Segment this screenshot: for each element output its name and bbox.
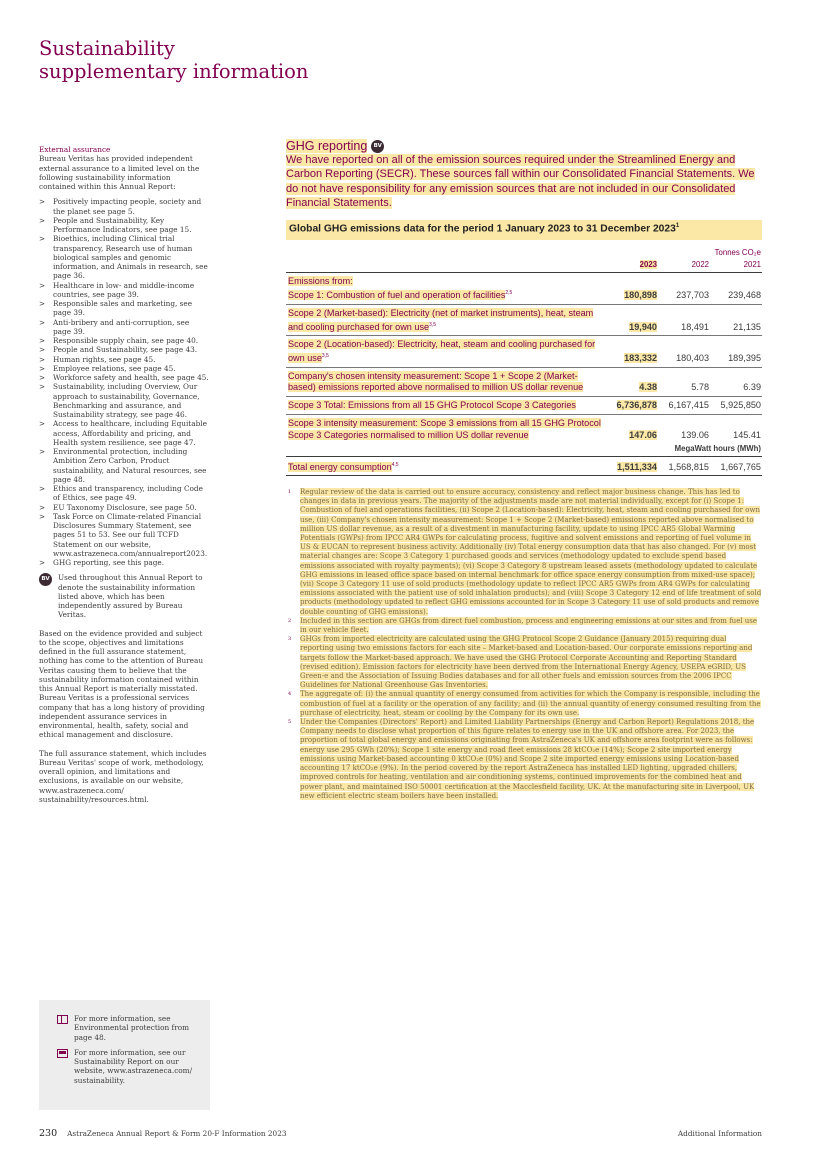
cell-2023: 6,736,878 bbox=[604, 397, 658, 415]
title-line-1: Sustainability bbox=[39, 37, 175, 60]
list-item: > Workforce safety and health, see page 45. bbox=[39, 373, 209, 382]
table-row bbox=[286, 397, 762, 415]
cell-2023: 4.38 bbox=[604, 367, 658, 396]
footnote bbox=[288, 617, 762, 635]
row-footnote-ref: 4,5 bbox=[391, 461, 399, 468]
table-row bbox=[286, 336, 762, 367]
more-info-box bbox=[39, 1000, 210, 1110]
bureau-veritas-badge-icon: BV bbox=[39, 573, 52, 586]
list-item: > Responsible sales and marketing, see page 39. bbox=[39, 299, 209, 318]
cell-2022: 18,491 bbox=[658, 304, 710, 335]
bv-note bbox=[39, 573, 209, 619]
table-title-footnote-ref: 1 bbox=[675, 223, 680, 229]
emissions-from-label: Emissions from: bbox=[288, 276, 353, 287]
row-footnote-ref: 2,5 bbox=[505, 290, 513, 297]
row-label: Scope 3 intensity measurement: Scope 3 emissions from all 15 GHG Protocol Scope 3 Categories normalised to million US dollar revenue bbox=[288, 417, 601, 440]
report-source: AstraZeneca Annual Report & Form 20-F Information 2023 bbox=[67, 1129, 287, 1138]
row-label: Company's chosen intensity measurement: Scope 1 + Scope 2 (Market-based) emissions reported above normalised to million US dollar revenue bbox=[288, 370, 584, 393]
cell-2023: 1,511,334 bbox=[604, 456, 658, 475]
list-item: > Ethics and transparency, including Code of Ethics, see page 49. bbox=[39, 484, 209, 503]
cell-2021: 145.41 bbox=[733, 429, 761, 440]
cell-2022: 139.06 bbox=[681, 429, 709, 440]
footnote-number: 2 bbox=[288, 617, 292, 624]
external-assurance-column bbox=[39, 145, 209, 804]
row-label: Total energy consumption bbox=[288, 461, 392, 472]
cell-2023: 147.06 bbox=[629, 429, 657, 440]
footnote-number: 1 bbox=[288, 489, 292, 495]
bureau-veritas-badge-icon: BV bbox=[371, 140, 384, 153]
footnote bbox=[288, 718, 762, 801]
unit-label: Tonnes CO₂e bbox=[714, 248, 761, 257]
row-label: Scope 1: Combustion of fuel and operation of facilities bbox=[288, 290, 506, 301]
ghg-intro bbox=[286, 153, 761, 210]
list-item: > GHG reporting, see this page. bbox=[39, 558, 209, 567]
cell-2021: 1,667,765 bbox=[710, 456, 762, 475]
list-item: > Environmental protection, including Ambition Zero Carbon, Product sustainability, and Natural resources, see page 48. bbox=[39, 447, 209, 484]
more-info-text: For more information, see our Sustainability Report on our website, www.astrazeneca.com/ sustainability. bbox=[74, 1047, 193, 1085]
footnote bbox=[288, 690, 762, 718]
title-line-2: supplementary information bbox=[39, 60, 309, 83]
table-row bbox=[286, 367, 762, 396]
external-assurance-heading: External assurance bbox=[39, 145, 111, 154]
list-item: > Bioethics, including Clinical trial transparency, Research use of human biological samples and genomic information, and Animals in research, see page 36. bbox=[39, 234, 209, 280]
row-footnote-ref: 3,5 bbox=[321, 352, 329, 359]
table-row bbox=[286, 456, 762, 475]
year-header: 2023 bbox=[604, 259, 658, 273]
footnotes bbox=[288, 488, 762, 801]
cell-2022: 1,568,815 bbox=[658, 456, 710, 475]
year-header: 2022 bbox=[658, 259, 710, 273]
cell-2021: 6.39 bbox=[710, 367, 762, 396]
table-row bbox=[286, 288, 762, 304]
list-item: > Positively impacting people, society and the planet see page 5. bbox=[39, 197, 209, 216]
cell-2022: 180,403 bbox=[658, 336, 710, 367]
assured-items-list bbox=[39, 197, 209, 567]
year-header: 2021 bbox=[710, 259, 762, 273]
table-row bbox=[286, 414, 762, 441]
table-title bbox=[286, 220, 762, 240]
more-info-text: For more information, see Environmental protection from page 48. bbox=[74, 1014, 190, 1042]
bv-note-text: Used throughout this Annual Report to denote the sustainability information listed above, which has been independently assured by Bureau Veritas. bbox=[58, 573, 203, 620]
list-item: > Responsible supply chain, see page 40. bbox=[39, 336, 209, 345]
assurance-paragraph-1: Based on the evidence provided and subject to the scope, objectives and limitations defined in the full assurance statement, nothing has come to the attention of Bureau Veritas causing them to believe that the sustainability information contained within this Annual Report is materially misstated. Bureau Veritas is a professional services company that has a long history of providing independent assurance services in environmental, health, safety, social and ethical management and disclosure. bbox=[39, 628, 205, 740]
cell-2022: 5.78 bbox=[658, 367, 710, 396]
row-label: Scope 2 (Location-based): Electricity, heat, steam and cooling purchased for own use bbox=[288, 339, 596, 364]
table-title-text: Global GHG emissions data for the period 1 January 2023 to 31 December 2023 bbox=[289, 223, 676, 235]
list-item: > EU Taxonomy Disclosure, see page 50. bbox=[39, 503, 209, 512]
row-label: Scope 2 (Market-based): Electricity (net of market instruments), heat, steam and cooling purchased for own use bbox=[288, 307, 594, 332]
section-name: Additional Information bbox=[677, 1129, 762, 1138]
website-icon bbox=[57, 1049, 68, 1058]
list-item: > Sustainability, including Overview, Our approach to sustainability, Governance, Benchmarking and assurance, and Sustainability strategy, see page 46. bbox=[39, 382, 209, 419]
footnote-text: The aggregate of: (i) the annual quantity of energy consumed from activities for which the Company is responsible, including the combustion of fuel at a facility or the operation of any facility; and (ii) the annual quantity of energy consumed resulting from the purchase of electricity, heat, steam or cooling by the Company for its own use. bbox=[300, 690, 761, 717]
footnote-text: GHGs from imported electricity are calculated using the GHG Protocol Scope 2 Guidance (January 2015) requiring dual reporting using two emissions factors for each site – Market-based and Location-based. Our corporate emissions reporting and targets follow the Market-based approach. We have used the GHG Protocol Corporate Accounting and Reporting Standard (revised edition). Emission factors for electricity have been derived from the International Energy Agency, USEPA eGRID, US Green-e and the Association of Issuing Bodies databases and for all other fuels and emission sources from the 2006 IPCC Guidelines for National Greenhouse Gas Inventories. bbox=[300, 635, 753, 690]
ghg-emissions-table bbox=[286, 247, 762, 476]
page-number: 230 bbox=[39, 1128, 58, 1139]
page-title bbox=[39, 37, 308, 83]
list-item: > Human rights, see page 45. bbox=[39, 355, 209, 364]
cell-2021: 189,395 bbox=[710, 336, 762, 367]
cell-2023: 180,898 bbox=[604, 288, 658, 304]
ghg-heading-text: GHG reporting bbox=[286, 139, 368, 153]
cell-2022: 6,167,415 bbox=[658, 397, 710, 415]
list-item: > Healthcare in low- and middle-income countries, see page 39. bbox=[39, 281, 209, 300]
footnote-text: Included in this section are GHGs from direct fuel combustion, process and engineering emissions at our sites and from fuel use in our vehicle fleet. bbox=[300, 616, 758, 635]
list-item: > Employee relations, see page 45. bbox=[39, 364, 209, 373]
cell-2022: 237,703 bbox=[658, 288, 710, 304]
list-item: > People and Sustainability, Key Performance Indicators, see page 15. bbox=[39, 216, 209, 235]
footnote bbox=[288, 488, 762, 617]
list-item: > People and Sustainability, see page 43. bbox=[39, 345, 209, 354]
book-icon bbox=[57, 1015, 68, 1024]
row-label: Scope 3 Total: Emissions from all 15 GHG Protocol Scope 3 Categories bbox=[288, 400, 576, 411]
footnote-text: Regular review of the data is carried out to ensure accuracy, consistency and reflect major business change. This has led to changes in data in previous years. The majority of the adjustments made are not material individually, except for (i) Scope 1: Combustion of fuel and operations facilities, (ii) Scope 2 (Location-based): Electricity, heat, steam and cooling purchased for own use, (iii) Company's chosen intensity measurement: Scope 1 + Scope 2 (Market-based) emissions reported above normalised to million US dollar revenue, as a result of a divestment in manufacturing facility, update to using IPCC AR5 Global Warming Potentials (GWPs) from IPCC AR4 GWPs for calculating process, fugitive and solvent emissions and reporting of fuel volume in US & EUCAN to represent business activity. Additionally (iv) Total energy consumption data that has also changed. For (v) most material changes are: Scope 3 Category 1 purchased goods and services (methodology updated to exclude spend based emissions associated with royalty payments); (vi) Scope 3 Category 8 upstream leased assets (methodology updated to calculate GHG emissions in leased office space based on internal benchmark for office space energy consumption from mixed-use space); (vii) Scope 3 Category 11 use of sold products (methodology update to reflect IPCC AR5 GWPs from AR4 GWPs for calculating emissions associated with the patient use of sold inhalation products); and (viii) Scope 3 Category 12 end of life treatment of sold products (methodology updated to reflect GHG emissions accounted for in Scope 3 Category 11 use of sold products and remove double counting of GHG emissions). bbox=[300, 488, 762, 616]
cell-2021: 239,468 bbox=[710, 288, 762, 304]
energy-unit-label: MegaWatt hours (MWh) bbox=[604, 441, 762, 456]
external-assurance-intro: Bureau Veritas has provided independent external assurance to a limited level on the following sustainability information contained within this Annual Report: bbox=[39, 154, 200, 191]
cell-2021: 5,925,850 bbox=[710, 397, 762, 415]
more-info-item bbox=[57, 1014, 200, 1042]
footnote-number: 4 bbox=[288, 691, 292, 698]
cell-2023: 183,332 bbox=[604, 336, 658, 367]
footnote-text: Under the Companies (Directors' Report) and Limited Liability Partnerships (Energy and Carbon Report) Regulations 2018, the Company needs to disclose what proportion of this figure relates to energy use in the UK and offshore area. For 2023, the proportion of total global energy and emissions originating from AstraZeneca's UK and offshore area footprint were as follows: energy use 295 GWh (20%); Scope 1 site energy and road fleet emissions 28 ktCO₂e (14%); Scope 2 site imported energy emissions using Market-based accounting 0 ktCO₂e (0%) and Scope 2 site imported energy emissions using Location-based accounting 17 ktCO₂e (9%). In the period covered by the report AstraZeneca has installed LED lighting, upgraded chillers, improved controls for heating, ventilation and air conditioning systems, continued improvements for the combined heat and power plant, and maintained ISO 50001 certification at the Macclesfield facility, UK. At the manufacturing site in Liverpool, UK new efficient electric steam boilers have been installed. bbox=[300, 718, 755, 800]
list-item: > Task Force on Climate-related Financial Disclosures Summary Statement, see pages 51 to 53. See our full TCFD Statement on our website, www.astrazeneca.com/annualreport2023. bbox=[39, 512, 209, 558]
ghg-intro-text: We have reported on all of the emission sources required under the Streamlined Energy and Carbon Reporting (SECR). These sources fall within our Consolidated Financial Statements. We do not have responsibility for any emission sources that are not included in our Consolidated Financial Statements. bbox=[286, 154, 755, 209]
more-info-item bbox=[57, 1048, 200, 1085]
list-item: > Access to healthcare, including Equitable access, Affordability and pricing, and Health system resilience, see page 47. bbox=[39, 419, 209, 447]
cell-2023: 19,940 bbox=[604, 304, 658, 335]
footnote-number: 3 bbox=[288, 636, 292, 643]
page-footer bbox=[39, 1128, 762, 1139]
row-footnote-ref: 3,5 bbox=[429, 321, 436, 328]
cell-2021: 21,135 bbox=[710, 304, 762, 335]
list-item: > Anti-bribery and anti-corruption, see page 39. bbox=[39, 318, 209, 337]
ghg-heading bbox=[286, 139, 390, 153]
footnote-number: 5 bbox=[288, 719, 292, 726]
assurance-paragraph-2: The full assurance statement, which includes Bureau Veritas' scope of work, methodology, overall opinion, and limitations and exclusions, is available on our website, www.astrazeneca.com/ sustainability/resources.html. bbox=[39, 748, 207, 804]
table-row bbox=[286, 304, 762, 335]
footnote bbox=[288, 635, 762, 690]
